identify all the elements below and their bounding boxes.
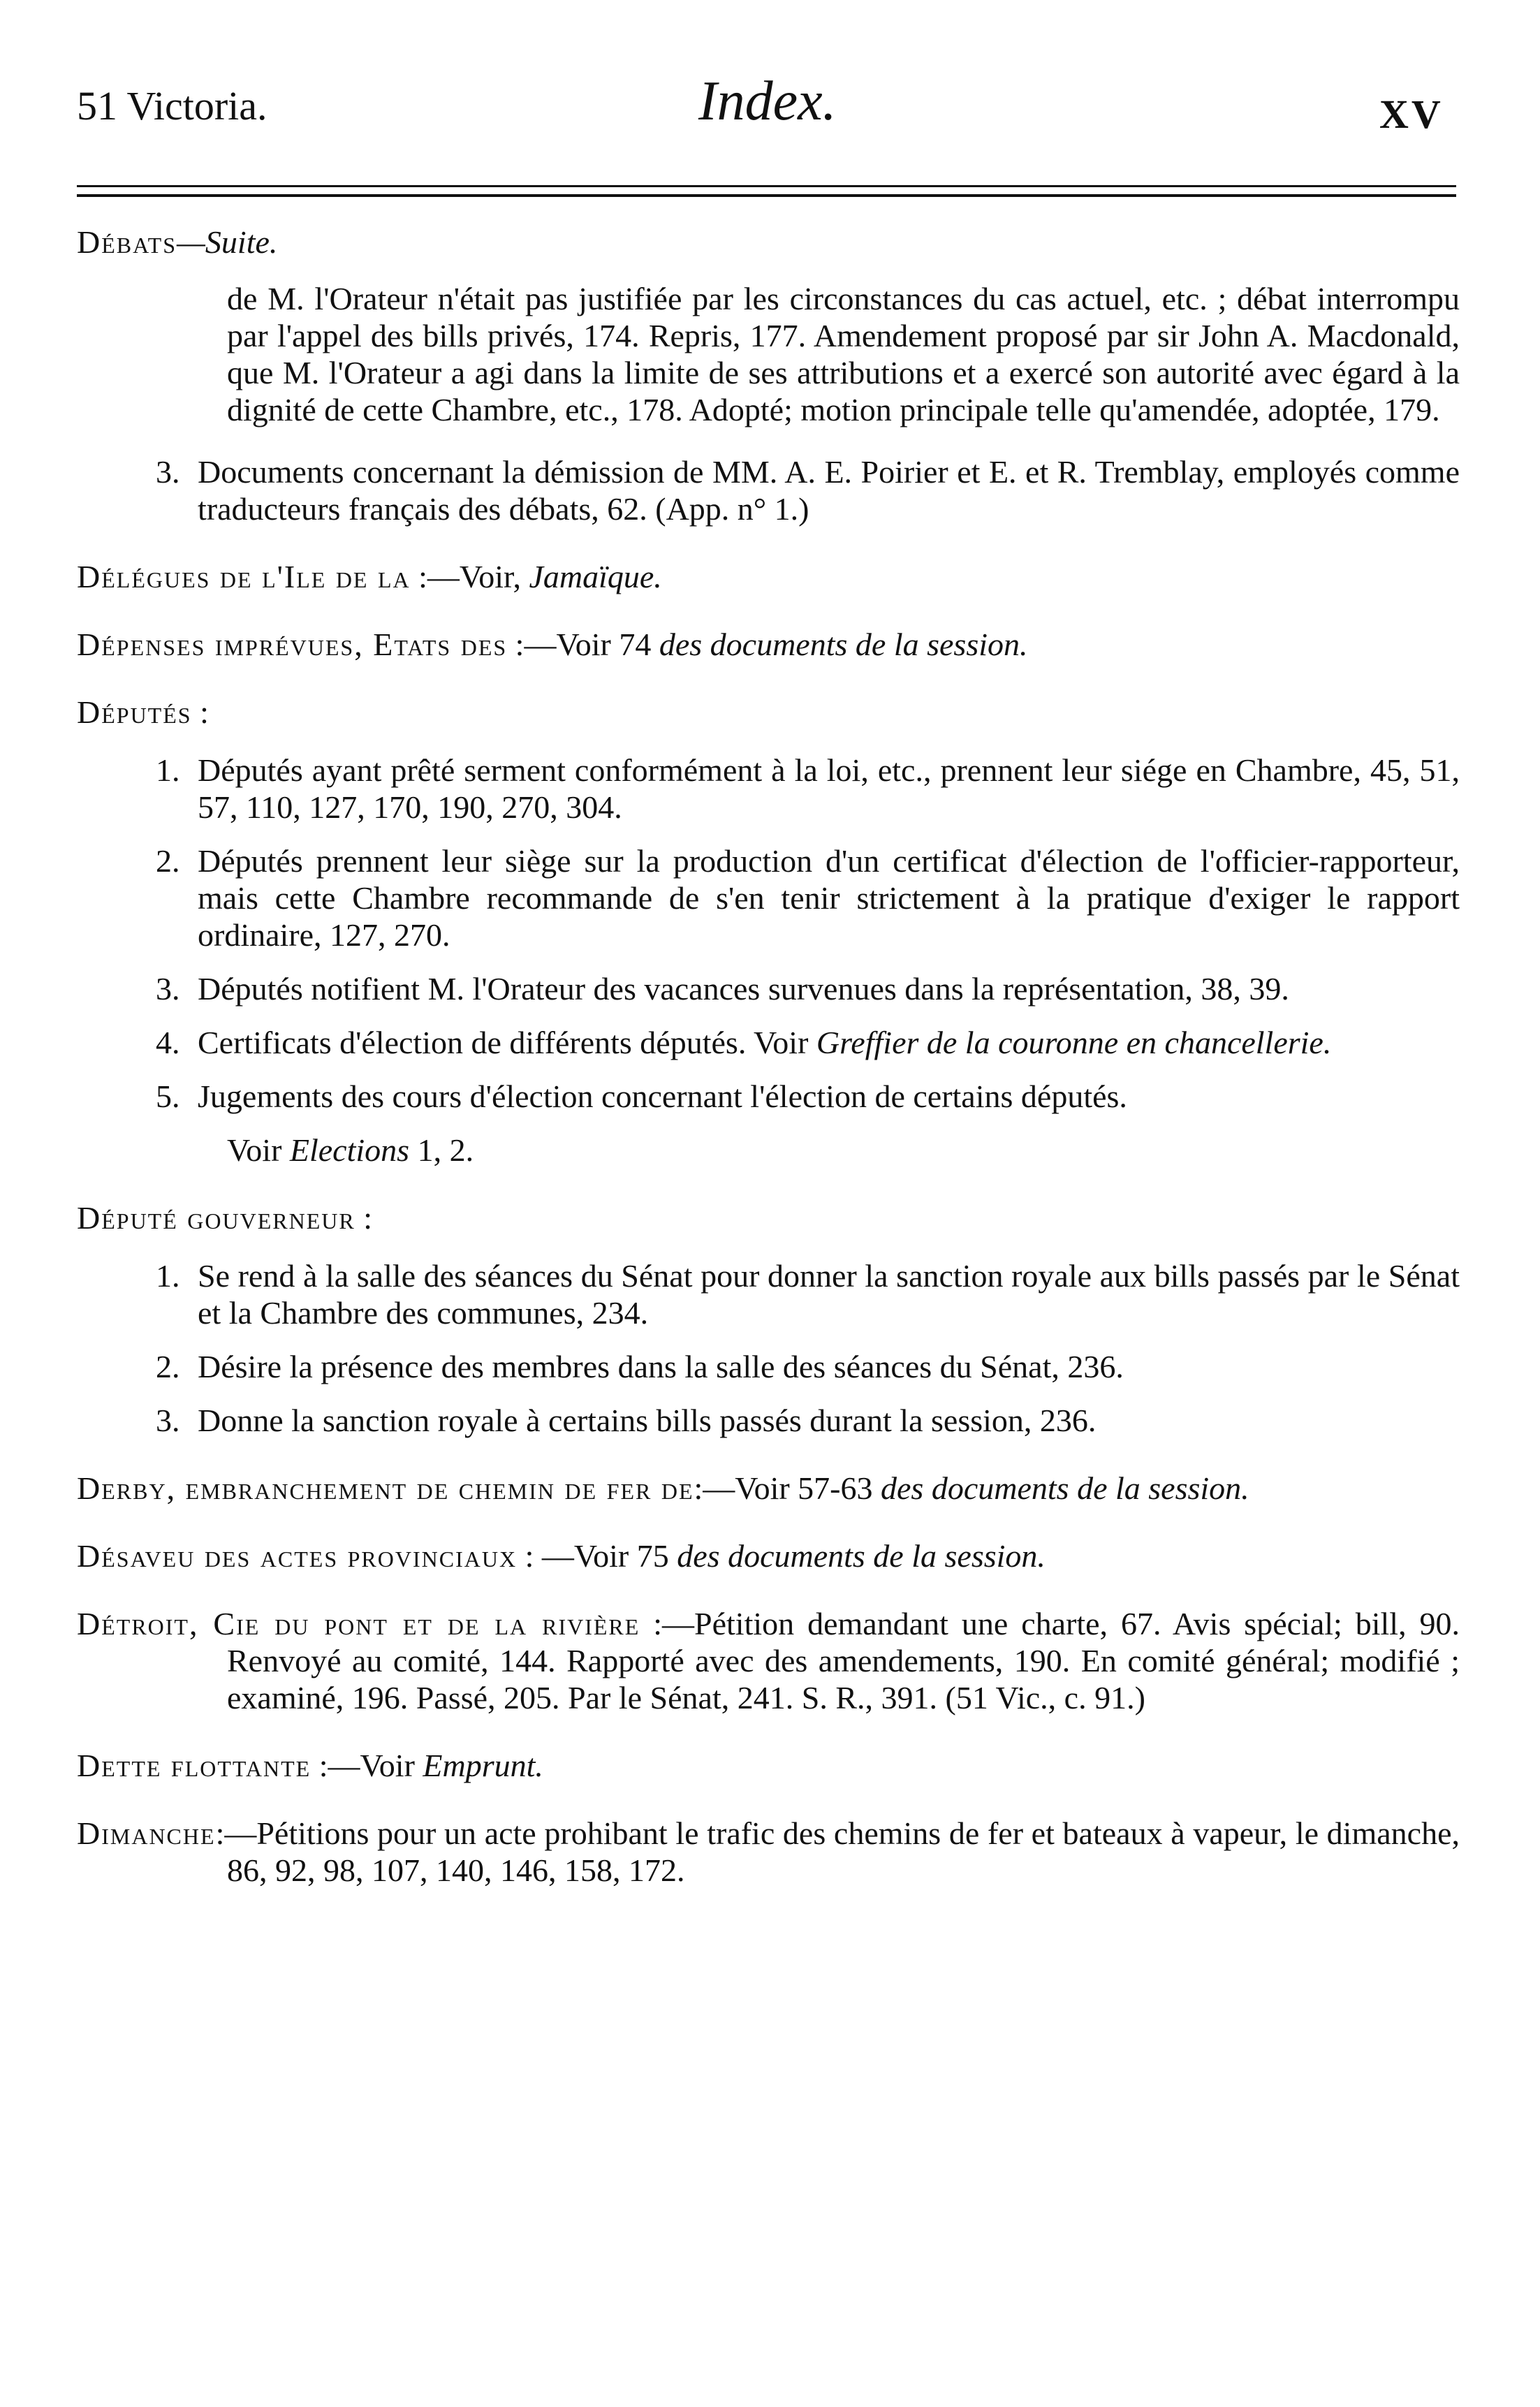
list-item: 1. Se rend à la salle des séances du Sénat pour donner la sanction royale aux bills passés par le Sénat et la Chambre des communes, 234. xyxy=(156,1258,1460,1331)
entry-delegues: Délégues de l'Ile de la :—Voir, Jamaïque. xyxy=(77,559,662,594)
see-reference: Voir Elections 1, 2. xyxy=(227,1132,474,1168)
list-item: 4. Certificats d'élection de différents députés. Voir Greffier de la couronne en chancellerie. xyxy=(156,1025,1332,1060)
entry-desaveu: Désaveu des actes provinciaux : —Voir 75 des documents de la session. xyxy=(77,1538,1046,1574)
header-rule-thin xyxy=(77,185,1456,187)
page-header xyxy=(0,0,1540,182)
entry-detroit: Détroit, Cie du pont et de la rivière :—Pétition demandant une charte, 67. Avis spécial; bill, 90. Renvoyé au comité, 144. Rapporté avec des amendements, 190. En comité général; modifié ; examiné, 196. Passé, 205. Par le Sénat, 241. S. R., 391. (51 Vic., c. 91.) xyxy=(77,1606,1460,1715)
list-item: 3. Donne la sanction royale à certains bills passés durant la session, 236. xyxy=(156,1403,1097,1438)
list-item: 2. Députés prennent leur siège sur la production d'un certificat d'élection de l'officier-rapporteur, mais cette Chambre recommande de s'en tenir strictement à la pratique d'exiger le rapport ordinaire, 127, 270. xyxy=(156,843,1460,953)
header-rule-thick xyxy=(77,194,1456,197)
entry-dette: Dette flottante :—Voir Emprunt. xyxy=(77,1748,543,1783)
entry-depenses: Dépenses imprévues, Etats des :—Voir 74 des documents de la session. xyxy=(77,627,1028,662)
entry-heading: Député gouverneur : xyxy=(77,1200,372,1236)
list-item: 2. Désire la présence des membres dans la salle des séances du Sénat, 236. xyxy=(156,1349,1124,1384)
list-item: 5. Jugements des cours d'élection concernant l'élection de certains députés. xyxy=(156,1078,1127,1114)
entry-depute-gouverneur xyxy=(77,1199,1460,1439)
entry-derby: Derby, embranchement de chemin de fer de:—Voir 57-63 des documents de la session. xyxy=(77,1470,1249,1506)
entry-debats xyxy=(77,224,1460,527)
running-head-title: Index. xyxy=(698,71,837,132)
entry-heading: Débats—Suite. xyxy=(77,224,278,260)
entry-deputes xyxy=(77,694,1460,1169)
running-head-left: 51 Victoria. xyxy=(77,83,267,129)
list-item: 3. Députés notifient M. l'Orateur des vacances survenues dans la représentation, 38, 39. xyxy=(156,971,1289,1007)
index-content xyxy=(77,224,1460,1919)
list-item: 1. Députés ayant prêté serment conformément à la loi, etc., prennent leur siége en Chambre, 45, 51, 57, 110, 127, 170, 190, 270, 304. xyxy=(156,752,1460,825)
page-number: XV xyxy=(1379,92,1444,137)
list-item: 3. Documents concernant la démission de MM. A. E. Poirier et E. et R. Tremblay, employés comme traducteurs français des débats, 62. (App. n° 1.) xyxy=(156,454,1460,527)
entry-heading: Députés : xyxy=(77,694,209,730)
entry-paragraph: de M. l'Orateur n'était pas justifiée par les circonstances du cas actuel, etc. ; débat interrompu par l'appel des bills privés, 174. Repris, 177. Amendement proposé par sir John A. Macdonald, que M. l'Orateur a agi dans la limite de ses attributions et a exercé son autorité avec égard à la dignité de cette Chambre, etc., 178. Adopté; motion principale telle qu'amendée, adoptée, 179. xyxy=(227,281,1460,427)
entry-dimanche: Dimanche:—Pétitions pour un acte prohibant le trafic des chemins de fer et bateaux à vapeur, le dimanche, 86, 92, 98, 107, 140, 146, 158, 172. xyxy=(77,1815,1460,1888)
